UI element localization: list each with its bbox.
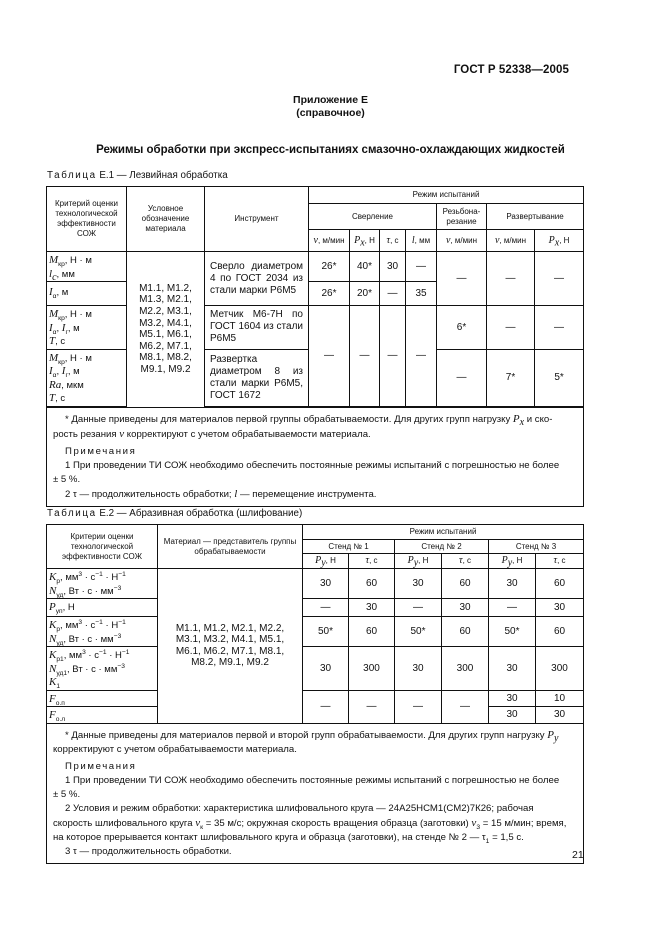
table1-cell: 26* [309, 282, 350, 306]
table1-note-1: 1 При проведении ТИ СОЖ необходимо обеспечить постоянные режимы испытаний с погрешностью не более [65, 459, 560, 471]
table2-cell: 30 [536, 599, 584, 617]
table2-cell: 30 [395, 569, 442, 599]
table2-note-2b: скорость шлифовального круга $v_к = 35$ м/с; окружная скорость вращения образца (заготовки) $v_3 = 15$ м/мин; время, [53, 816, 567, 831]
table2-cell: 30 [536, 707, 584, 724]
table2-note-3: 3 τ — продолжительность обработки. [65, 845, 232, 857]
table2-cell: 30 [489, 690, 536, 707]
table1-cell: — [350, 306, 380, 407]
table2-materials: М1.1, М1.2, М2.1, М2.2, М3.1, М3.2, М4.1, М5.1, М6.1, М6.2, М7.1, М8.1, М8.2, М9.1, М9.2 [158, 569, 303, 724]
table2-header-mode: Режим испытаний [303, 525, 584, 540]
table2-cell: — [442, 690, 489, 723]
table1-cell: 7* [487, 349, 535, 406]
table1-materials: М1.1, М1.2, М1.3, М2.1, М2.2, М3.1, М3.2, М4.1, М5.1, М6.1, М6.2, М7.1, М8.1, М8.2, М9.1, М9.2 [127, 252, 205, 408]
table1-cell: — [380, 306, 406, 407]
table1-cell: 35 [406, 282, 437, 306]
table2-cell: 60 [442, 569, 489, 599]
table1-cell: — [535, 252, 584, 306]
table1-tool-reamer: Развертка диаметром 8 из стали марки Р6М5, ГОСТ 1672 [205, 349, 309, 406]
table2-unit-p3: $P_y$, Н [489, 554, 536, 569]
table2-cell: 300 [442, 647, 489, 691]
table1-footnote-cont: рость резания v корректируют с учетом обрабатываемости материала. [53, 427, 371, 440]
appendix-subtitle: (справочное) [296, 107, 365, 119]
table2-header-stand-1: Стенд № 1 [303, 540, 395, 554]
table2-unit-t1: τ, с [349, 554, 395, 569]
table2-cell: 30 [489, 647, 536, 691]
table2-cell: 300 [349, 647, 395, 691]
table1-criterion-3: $M_{кр}$, Н · м $I_\alpha$, $I_г$, м T, с [47, 306, 127, 350]
table2-caption-prefix: Таблица [47, 508, 97, 519]
table1-cell: — [437, 252, 487, 306]
table2-cell: 30 [349, 599, 395, 617]
table1-caption-prefix: Таблица [47, 170, 97, 181]
table-e2 [46, 524, 584, 864]
table1-header-material: Условное обозначение материала [127, 187, 205, 252]
table2-cell: 300 [536, 647, 584, 691]
table2-cell: 60 [442, 617, 489, 647]
table1-unit-tau: τ, с [380, 230, 406, 252]
table2-cell: 60 [349, 569, 395, 599]
table1-cell: 26* [309, 252, 350, 282]
table1-notes-title: Примечания [65, 445, 137, 457]
table2-caption [47, 508, 302, 519]
table2-note-1b: ± 5 %. [53, 788, 81, 800]
table2-header-stand-2: Стенд № 2 [395, 540, 489, 554]
table2-cell: — [395, 690, 442, 723]
table2-note-1: 1 При проведении ТИ СОЖ необходимо обеспечить постоянные режимы испытаний с погрешностью не более [65, 774, 560, 786]
table1-cell: 5* [535, 349, 584, 406]
table2-notes [47, 723, 584, 863]
table1-unit-ream-v: v, м/мин [487, 230, 535, 252]
table2-caption-text: Е.2 — Абразивная обработка (шлифование) [99, 508, 303, 519]
table1-notes [47, 407, 584, 506]
table2-header-stand-3: Стенд № 3 [489, 540, 584, 554]
table2-notes-title: Примечания [65, 760, 137, 772]
table2-cell: — [303, 690, 349, 723]
table1-note-2: 2 τ — продолжительность обработки; l — перемещение инструмента. [65, 487, 377, 500]
table1-cell: — [487, 306, 535, 350]
table1-header-mode: Режим испытаний [309, 187, 584, 204]
table2-cell: 60 [536, 617, 584, 647]
table1-criterion-1: $M_{кр}$, Н · м $l_c$, мм [47, 252, 127, 282]
table1-tool-tap: Метчик М6-7Н по ГОСТ 1604 из стали Р6М5 [205, 306, 309, 350]
table2-cell: 30 [395, 647, 442, 691]
table2-cell: 30 [303, 569, 349, 599]
table2-cell: 30 [303, 647, 349, 691]
table1-header-tool: Инструмент [205, 187, 309, 252]
table1-cell: — [309, 306, 350, 407]
table1-unit-ream-px: $P_x$, Н [535, 230, 584, 252]
table1-cell: — [535, 306, 584, 350]
table2-criterion-4: $K_{р1}$, $мм^3 \cdot с^{-1} \cdot Н^{-1}$ $N_{уд1}$, Вт · $с \cdot мм^{-3}$ $K_1$ [47, 647, 158, 691]
table2-unit-t2: τ, с [442, 554, 489, 569]
table2-cell: — [489, 599, 536, 617]
table2-cell: 30 [489, 707, 536, 724]
table2-unit-t3: τ, с [536, 554, 584, 569]
table2-cell: — [303, 599, 349, 617]
table1-header-reaming: Развертывание [487, 204, 584, 230]
table2-criterion-3: $K_р$, $мм^3 \cdot с^{-1} \cdot Н^{-1}$ $N_{уд}$, Вт · $с \cdot мм^{-3}$ [47, 617, 158, 647]
table2-cell: 50* [489, 617, 536, 647]
table1-cell: — [437, 349, 487, 406]
table1-unit-thread-v: v, м/мин [437, 230, 487, 252]
table2-cell: 50* [303, 617, 349, 647]
table2-header-criterion: Критерии оценки технологической эффективности СОЖ [47, 525, 158, 569]
table1-cell: 40* [350, 252, 380, 282]
table2-cell: 50* [395, 617, 442, 647]
table1-footnote: * Данные приведены для материалов первой группы обрабатываемости. Для других групп нагрузку $P_x$ и ско- [65, 412, 553, 428]
table1-header-drilling: Сверление [309, 204, 437, 230]
appendix-title: Приложение Е [293, 94, 368, 106]
table1-cell: — [380, 282, 406, 306]
table1-header-threading: Резьбона-резание [437, 204, 487, 230]
table1-unit-v: v, м/мин [309, 230, 350, 252]
table2-unit-p2: $P_y$, Н [395, 554, 442, 569]
table1-cell: 6* [437, 306, 487, 350]
table1-unit-px: $P_x$, Н [350, 230, 380, 252]
table2-cell: 60 [349, 617, 395, 647]
main-title: Режимы обработки при экспресс-испытаниях смазочно-охлаждающих жидкостей [96, 144, 565, 156]
table1-caption [47, 170, 228, 181]
table1-cell: — [406, 306, 437, 407]
table2-note-2: 2 Условия и режим обработки: характеристика шлифовального круга — 24А25НСМ1(СМ2)7К26; рабочая [65, 802, 534, 814]
standard-number: ГОСТ Р 52338—2005 [453, 64, 569, 76]
table2-note-2c: на которое прерывается контакт шлифовального круга и образца (заготовки), на стенде № 2 — $\tau_1 = 1,5$ с. [53, 831, 524, 845]
table2-criterion-6: $F_{о.л}$ [47, 707, 158, 724]
appendix-heading [0, 94, 661, 120]
table1-unit-l: l, мм [406, 230, 437, 252]
table1-criterion-2: $I_\alpha$, м [47, 282, 127, 306]
table1-note-1b: ± 5 %. [53, 473, 81, 485]
table2-header-material: Материал — представитель группы обрабатываемости [158, 525, 303, 569]
table2-criterion-5: $F_{о.п}$ [47, 690, 158, 707]
page-number: 21 [572, 849, 584, 861]
table2-cell: 30 [442, 599, 489, 617]
table-e1 [46, 186, 584, 507]
table2-footnote-cont: корректируют с учетом обрабатываемости материала. [53, 743, 297, 755]
table2-cell: — [349, 690, 395, 723]
table2-cell: 10 [536, 690, 584, 707]
table1-criterion-4: $M_{кр}$, Н · м $I_\alpha$, $I_г$, м Ra, мкм T, с [47, 349, 127, 406]
table2-cell: 60 [536, 569, 584, 599]
table1-tool-drill: Сверло диаметром 4 по ГОСТ 2034 из стали марки Р6М5 [205, 252, 309, 306]
table2-criterion-2: $P_{уп}$, Н [47, 599, 158, 617]
table1-cell: — [487, 252, 535, 306]
table1-cell: 20* [350, 282, 380, 306]
table2-cell: — [395, 599, 442, 617]
table2-unit-p1: $P_y$, Н [303, 554, 349, 569]
table1-cell: 30 [380, 252, 406, 282]
table1-header-criterion: Критерий оценки технологической эффективности СОЖ [47, 187, 127, 252]
table1-caption-text: Е.1 — Лезвийная обработка [99, 170, 228, 181]
table1-cell: — [406, 252, 437, 282]
table2-footnote: * Данные приведены для материалов первой и второй групп обрабатываемости. Для других групп нагрузку $P_y$ [65, 728, 559, 744]
table2-cell: 30 [489, 569, 536, 599]
table2-criterion-1: $K_р$, $мм^3 \cdot с^{-1} \cdot Н^{-1}$ $N_{уд}$, Вт · $с \cdot мм^{-3}$ [47, 569, 158, 599]
